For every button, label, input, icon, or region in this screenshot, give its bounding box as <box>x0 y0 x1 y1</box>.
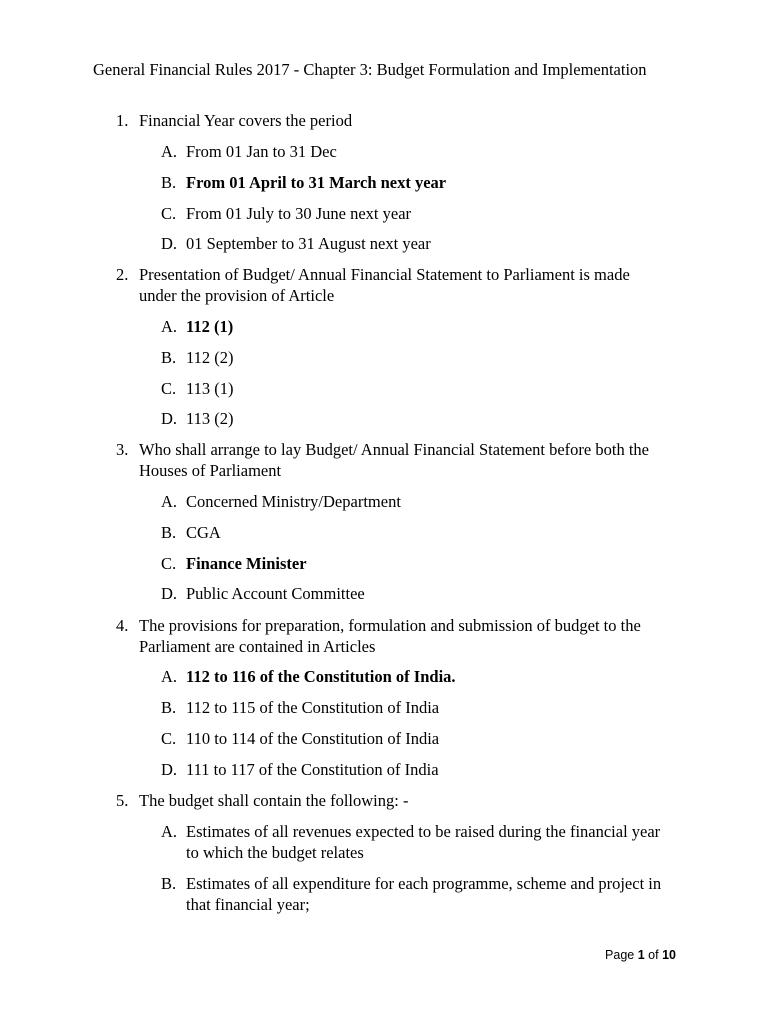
option-letter: B. <box>161 523 177 542</box>
option-letter: C. <box>161 729 177 748</box>
question-text: The provisions for preparation, formulation and submission of budget to the Parliament are contained in Articles <box>139 616 641 656</box>
option-letter: B. <box>161 348 177 367</box>
option-text: Estimates of all revenues expected to be raised during the financial year to which the budget relates <box>186 822 661 862</box>
option-text: Public Account Committee <box>186 584 365 603</box>
option-letter: D. <box>161 409 178 428</box>
question-number: 4. <box>116 616 129 635</box>
question-number: 1. <box>116 111 129 130</box>
option-text: CGA <box>186 523 221 542</box>
option-1d <box>161 233 681 254</box>
option-letter: B. <box>161 874 177 893</box>
option-text: Estimates of all expenditure for each programme, scheme and project in that financial year; <box>186 874 662 914</box>
document-title: General Financial Rules 2017 - Chapter 3: Budget Formulation and Implementation <box>93 60 647 79</box>
option-5a <box>161 821 681 863</box>
question-4 <box>93 615 693 657</box>
option-4c <box>161 728 681 749</box>
option-letter: B. <box>161 698 177 717</box>
option-text: 110 to 114 of the Constitution of India <box>186 729 440 748</box>
option-letter: A. <box>161 822 178 841</box>
option-letter: C. <box>161 204 177 223</box>
option-2d <box>161 408 681 429</box>
option-letter: A. <box>161 142 178 161</box>
option-text: 112 (2) <box>186 348 234 367</box>
option-2c <box>161 378 681 399</box>
option-text: From 01 April to 31 March next year <box>186 173 447 192</box>
option-letter: D. <box>161 760 178 779</box>
option-4d <box>161 759 681 780</box>
option-1c <box>161 203 681 224</box>
option-1b-correct <box>161 172 681 193</box>
current-page-number: 1 <box>637 948 645 962</box>
question-number: 2. <box>116 265 129 284</box>
option-text: Concerned Ministry/Department <box>186 492 401 511</box>
option-text: 112 (1) <box>186 317 234 336</box>
option-letter: A. <box>161 317 178 336</box>
total-pages-number: 10 <box>662 948 676 962</box>
option-3b <box>161 522 681 543</box>
option-text: Finance Minister <box>186 554 307 573</box>
of-label: of <box>648 948 659 962</box>
option-5b <box>161 873 681 915</box>
option-text: 113 (1) <box>186 379 234 398</box>
question-text: Presentation of Budget/ Annual Financial Statement to Parliament is made under the provision of Article <box>139 265 630 305</box>
option-letter: A. <box>161 492 178 511</box>
option-letter: B. <box>161 173 177 192</box>
option-3a <box>161 491 681 512</box>
option-text: From 01 Jan to 31 Dec <box>186 142 337 161</box>
option-text: From 01 July to 30 June next year <box>186 204 412 223</box>
question-number: 3. <box>116 440 129 459</box>
option-3d <box>161 583 681 604</box>
option-text: 112 to 116 of the Constitution of India. <box>186 667 456 686</box>
option-letter: A. <box>161 667 178 686</box>
option-2b <box>161 347 681 368</box>
question-number: 5. <box>116 791 129 810</box>
option-text: 113 (2) <box>186 409 234 428</box>
option-text: 01 September to 31 August next year <box>186 234 431 253</box>
option-letter: C. <box>161 379 177 398</box>
option-1a <box>161 141 681 162</box>
question-text: Who shall arrange to lay Budget/ Annual Financial Statement before both the Houses of Parliament <box>139 440 649 480</box>
option-text: 111 to 117 of the Constitution of India <box>186 760 439 779</box>
option-letter: D. <box>161 584 178 603</box>
option-2a-correct <box>161 316 681 337</box>
question-5 <box>93 790 693 811</box>
page-number-footer <box>570 947 676 963</box>
question-1 <box>93 110 693 131</box>
option-4a-correct <box>161 666 681 687</box>
question-3 <box>93 439 693 481</box>
question-2 <box>93 264 693 306</box>
option-letter: D. <box>161 234 178 253</box>
option-letter: C. <box>161 554 177 573</box>
option-3c-correct <box>161 553 681 574</box>
question-text: The budget shall contain the following: - <box>139 791 409 810</box>
option-4b <box>161 697 681 718</box>
page-label: Page <box>605 948 635 962</box>
option-text: 112 to 115 of the Constitution of India <box>186 698 440 717</box>
question-text: Financial Year covers the period <box>139 111 353 130</box>
